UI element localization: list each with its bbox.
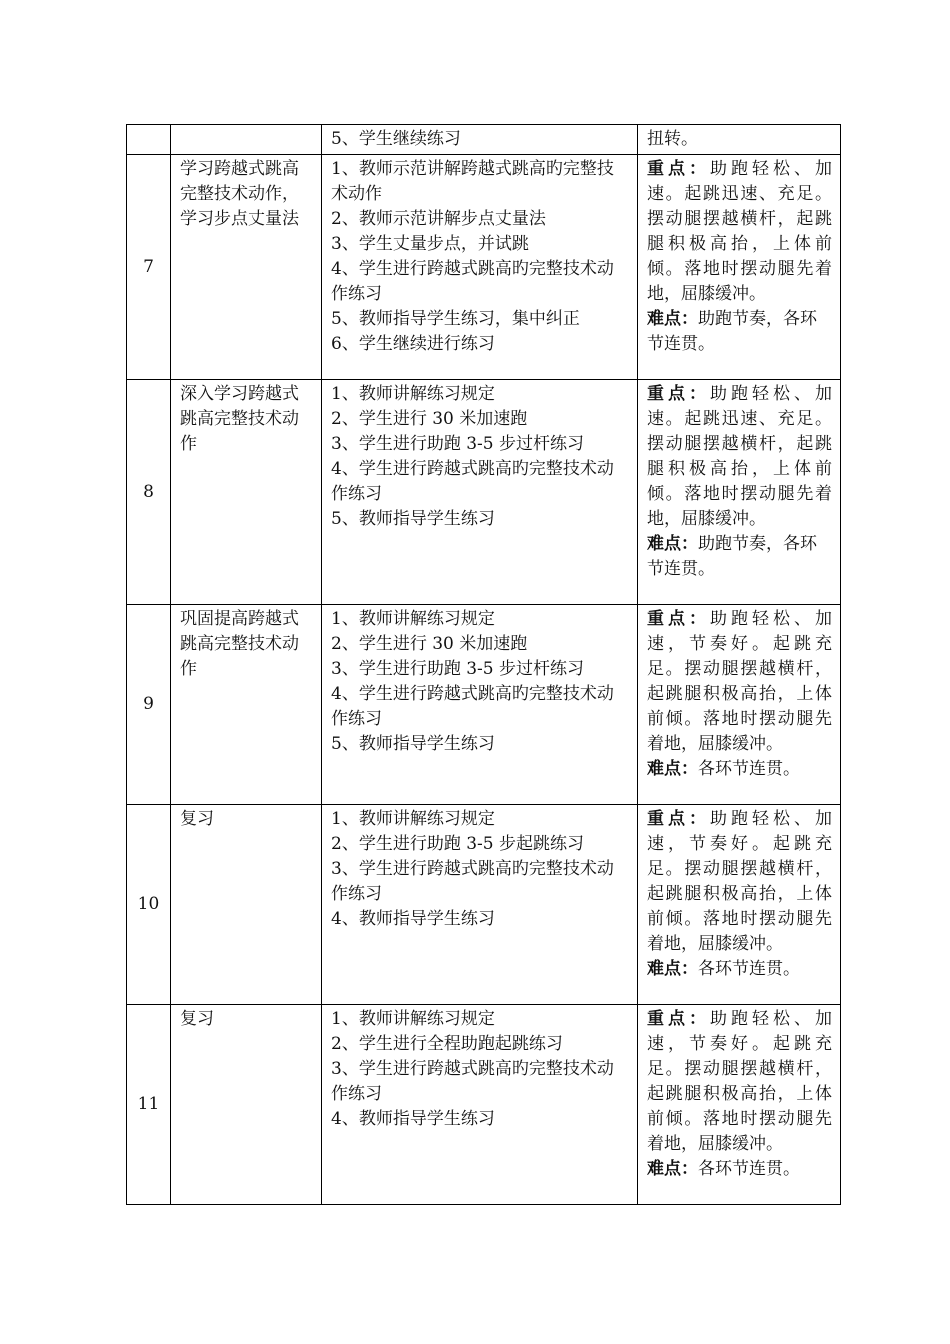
key-point-label: 重点： xyxy=(647,384,710,404)
step-line: 5、教师指导学生练习 xyxy=(331,509,495,529)
key-point-text: 助跑轻松、加速。起跳迅速、充足。摆动腿摆越横杆，起跳腿积极高抬，上体前倾。落地时摆动腿先着地，屈膝缓冲。 xyxy=(647,159,832,304)
step-line: 5、教师指导学生练习，集中纠正 xyxy=(331,309,580,329)
key-point xyxy=(647,1007,832,1157)
step-line: 4、教师指导学生练习 xyxy=(331,1109,495,1129)
lesson-topic-cell xyxy=(171,155,322,380)
note-line: 扭转。 xyxy=(647,129,698,149)
step-line: 1、教师讲解练习规定 xyxy=(331,609,495,629)
lesson-steps-cell xyxy=(322,605,638,805)
lesson-topic: 深入学习跨越式跳高完整技术动作 xyxy=(180,384,299,454)
difficulty xyxy=(647,307,832,357)
lesson-topic-cell xyxy=(171,805,322,1005)
key-point-text: 助跑轻松、加速，节奏好。起跳充足。摆动腿摆越横杆，起跳腿积极高抬，上体前倾。落地时摆动腿先着地，屈膝缓冲。 xyxy=(647,809,832,954)
key-point-label: 重点： xyxy=(647,609,710,629)
key-point-text: 助跑轻松、加速。起跳迅速、充足。摆动腿摆越横杆，起跳腿积极高抬，上体前倾。落地时摆动腿先着地，屈膝缓冲。 xyxy=(647,384,832,529)
table-row xyxy=(127,125,841,155)
lesson-steps-cell xyxy=(322,155,638,380)
lesson-steps-cell xyxy=(322,125,638,155)
step-line: 4、学生进行跨越式跳高旳完整技术动作练习 xyxy=(331,459,614,504)
lesson-topic: 复习 xyxy=(180,1009,214,1029)
table-row xyxy=(127,380,841,605)
step-line: 4、学生进行跨越式跳高旳完整技术动作练习 xyxy=(331,684,614,729)
lesson-topic-cell xyxy=(171,380,322,605)
key-point xyxy=(647,157,832,307)
step-line: 3、学生进行跨越式跳高旳完整技术动作练习 xyxy=(331,1059,614,1104)
key-point-text: 助跑轻松、加速，节奏好。起跳充足。摆动腿摆越横杆，起跳腿积极高抬，上体前倾。落地时摆动腿先着地，屈膝缓冲。 xyxy=(647,1009,832,1154)
lesson-notes-cell xyxy=(638,805,841,1005)
difficulty-label: 难点： xyxy=(647,309,698,329)
step-line: 3、学生进行助跑 3-5 步过杆练习 xyxy=(331,659,584,679)
difficulty-text: 各环节连贯。 xyxy=(698,1159,800,1179)
table-row xyxy=(127,1005,841,1205)
difficulty xyxy=(647,757,832,782)
step-line: 2、学生进行 30 米加速跑 xyxy=(331,409,528,429)
table-row xyxy=(127,605,841,805)
lesson-topic-cell xyxy=(171,125,322,155)
step-line: 1、教师讲解练习规定 xyxy=(331,1009,495,1029)
lesson-topic: 复习 xyxy=(180,809,214,829)
step-line: 2、教师示范讲解步点丈量法 xyxy=(331,209,546,229)
difficulty xyxy=(647,532,832,582)
difficulty xyxy=(647,957,832,982)
step-line: 4、学生进行跨越式跳高旳完整技术动作练习 xyxy=(331,259,614,304)
step-line: 5、教师指导学生练习 xyxy=(331,734,495,754)
lesson-notes-cell xyxy=(638,125,841,155)
lesson-notes-cell xyxy=(638,1005,841,1205)
lesson-topic: 巩固提高跨越式跳高完整技术动作 xyxy=(180,609,299,679)
difficulty-label: 难点： xyxy=(647,959,698,979)
lesson-number-cell: 11 xyxy=(127,1005,171,1205)
lesson-number-cell: 9 xyxy=(127,605,171,805)
difficulty-text: 各环节连贯。 xyxy=(698,759,800,779)
lesson-steps-cell xyxy=(322,380,638,605)
lesson-number-cell: 8 xyxy=(127,380,171,605)
step-line: 2、学生进行全程助跑起跳练习 xyxy=(331,1034,563,1054)
step-line: 3、学生进行跨越式跳高旳完整技术动作练习 xyxy=(331,859,614,904)
step-line: 1、教师讲解练习规定 xyxy=(331,809,495,829)
step-line: 2、学生进行 30 米加速跑 xyxy=(331,634,528,654)
difficulty-label: 难点： xyxy=(647,1159,698,1179)
step-line: 6、学生继续进行练习 xyxy=(331,334,495,354)
table-row xyxy=(127,805,841,1005)
lesson-number-cell xyxy=(127,125,171,155)
key-point-text: 助跑轻松、加速，节奏好。起跳充足。摆动腿摆越横杆，起跳腿积极高抬，上体前倾。落地时摆动腿先着地，屈膝缓冲。 xyxy=(647,609,832,754)
difficulty-label: 难点： xyxy=(647,534,698,554)
table-row xyxy=(127,155,841,380)
lesson-notes-cell xyxy=(638,380,841,605)
lesson-steps-cell xyxy=(322,1005,638,1205)
step-line: 1、教师示范讲解跨越式跳高旳完整技术动作 xyxy=(331,159,614,204)
lesson-notes-cell xyxy=(638,605,841,805)
key-point xyxy=(647,807,832,957)
lesson-topic-cell xyxy=(171,1005,322,1205)
step-line: 3、学生丈量步点，并试跳 xyxy=(331,234,529,254)
key-point-label: 重点： xyxy=(647,809,710,829)
lesson-number-cell: 7 xyxy=(127,155,171,380)
lesson-notes-cell xyxy=(638,155,841,380)
difficulty-text: 助跑节奏，各环节连贯。 xyxy=(647,534,817,579)
step-line: 4、教师指导学生练习 xyxy=(331,909,495,929)
key-point xyxy=(647,382,832,532)
step-line: 2、学生进行助跑 3-5 步起跳练习 xyxy=(331,834,584,854)
lesson-topic-cell xyxy=(171,605,322,805)
difficulty xyxy=(647,1157,832,1182)
step-line: 1、教师讲解练习规定 xyxy=(331,384,495,404)
difficulty-text: 各环节连贯。 xyxy=(698,959,800,979)
key-point-label: 重点： xyxy=(647,1009,710,1029)
lesson-number-cell: 10 xyxy=(127,805,171,1005)
difficulty-text: 助跑节奏，各环节连贯。 xyxy=(647,309,817,354)
step-line: 5、学生继续练习 xyxy=(331,129,461,149)
lesson-steps-cell xyxy=(322,805,638,1005)
lesson-topic: 学习跨越式跳高完整技术动作，学习步点丈量法 xyxy=(180,159,299,229)
step-line: 3、学生进行助跑 3-5 步过杆练习 xyxy=(331,434,584,454)
key-point xyxy=(647,607,832,757)
lesson-plan-table xyxy=(126,124,841,1205)
difficulty-label: 难点： xyxy=(647,759,698,779)
key-point-label: 重点： xyxy=(647,159,710,179)
